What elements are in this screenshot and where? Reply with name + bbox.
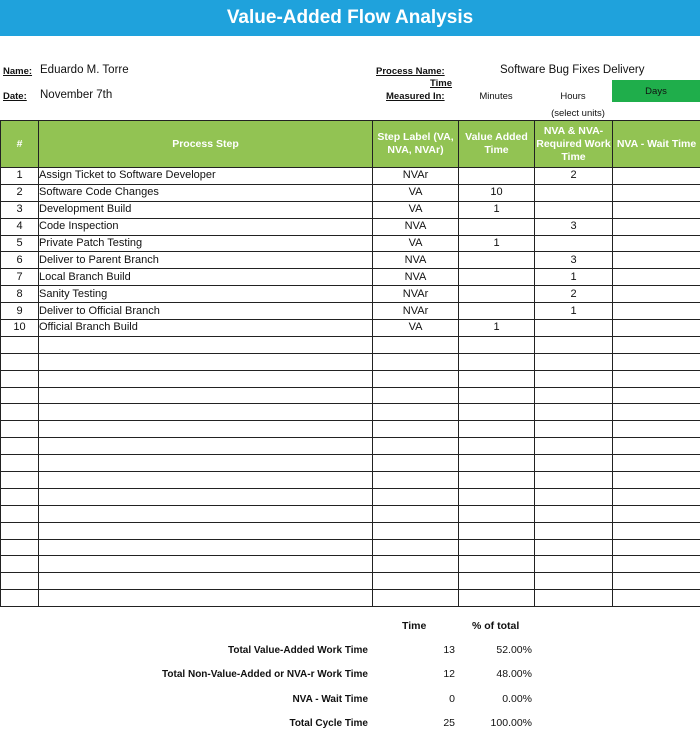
cell-value-added-time[interactable] — [459, 404, 535, 421]
cell-number[interactable]: 6 — [1, 252, 39, 269]
table-row-empty — [1, 472, 700, 489]
summary-time-wait: 0 — [449, 693, 455, 705]
cell-value-added-time[interactable] — [459, 505, 535, 522]
cell-wait-time[interactable] — [613, 505, 700, 522]
table-row — [1, 286, 700, 303]
cell-process-step[interactable] — [39, 387, 373, 404]
summary-label-va: Total Value-Added Work Time — [227, 645, 368, 656]
cell-process-step[interactable] — [39, 505, 373, 522]
cell-wait-time[interactable] — [613, 522, 700, 539]
cell-number[interactable]: 9 — [1, 303, 39, 320]
cell-nva-work-time[interactable] — [535, 201, 613, 218]
name-value[interactable]: Eduardo M. Torre — [40, 64, 129, 76]
table-row — [1, 168, 700, 185]
cell-step-label[interactable]: VA — [373, 201, 459, 218]
cell-number[interactable] — [1, 556, 39, 573]
cell-wait-time[interactable] — [613, 353, 700, 370]
cell-value-added-time[interactable] — [459, 522, 535, 539]
summary-label-nva: Total Non-Value-Added or NVA-r Work Time — [162, 669, 368, 680]
cell-value-added-time[interactable] — [459, 455, 535, 472]
cell-nva-work-time[interactable] — [535, 539, 613, 556]
table-row-empty — [1, 539, 700, 556]
cell-number[interactable] — [1, 387, 39, 404]
cell-wait-time[interactable] — [613, 387, 700, 404]
cell-step-label[interactable] — [373, 488, 459, 505]
cell-value-added-time[interactable] — [459, 438, 535, 455]
cell-step-label[interactable] — [373, 590, 459, 607]
cell-process-step[interactable]: Official Branch Build — [39, 320, 373, 337]
cell-step-label[interactable]: NVAr — [373, 303, 459, 320]
summary-label-wait: NVA - Wait Time — [292, 694, 368, 705]
cell-nva-work-time[interactable] — [535, 573, 613, 590]
cell-process-step[interactable] — [39, 370, 373, 387]
cell-value-added-time[interactable]: 10 — [459, 184, 535, 201]
cell-value-added-time[interactable] — [459, 370, 535, 387]
cell-value-added-time[interactable] — [459, 590, 535, 607]
cell-nva-work-time[interactable] — [535, 472, 613, 489]
cell-value-added-time[interactable] — [459, 539, 535, 556]
cell-step-label[interactable] — [373, 404, 459, 421]
date-label: Date: — [3, 91, 27, 102]
cell-step-label[interactable]: VA — [373, 320, 459, 337]
cell-step-label[interactable] — [373, 472, 459, 489]
cell-value-added-time[interactable] — [459, 421, 535, 438]
cell-value-added-time[interactable]: 1 — [459, 201, 535, 218]
cell-nva-work-time[interactable] — [535, 455, 613, 472]
cell-step-label[interactable] — [373, 336, 459, 353]
cell-nva-work-time[interactable] — [535, 184, 613, 201]
table-row — [1, 303, 700, 320]
cell-number[interactable] — [1, 421, 39, 438]
cell-process-step[interactable] — [39, 472, 373, 489]
process-name-label: Process Name: — [376, 66, 445, 77]
cell-nva-work-time[interactable] — [535, 488, 613, 505]
cell-process-step[interactable]: Sanity Testing — [39, 286, 373, 303]
cell-nva-work-time[interactable] — [535, 590, 613, 607]
cell-step-label[interactable] — [373, 522, 459, 539]
col-header-wait-time: NVA - Wait Time — [613, 121, 700, 168]
table-row-empty — [1, 438, 700, 455]
cell-nva-work-time[interactable] — [535, 556, 613, 573]
cell-process-step[interactable] — [39, 590, 373, 607]
cell-process-step[interactable] — [39, 336, 373, 353]
cell-step-label[interactable]: NVAr — [373, 286, 459, 303]
cell-nva-work-time[interactable]: 3 — [535, 252, 613, 269]
unit-days-selected[interactable] — [612, 80, 700, 102]
name-label: Name: — [3, 66, 33, 77]
cell-number[interactable]: 10 — [1, 320, 39, 337]
cell-nva-work-time[interactable] — [535, 438, 613, 455]
cell-wait-time[interactable] — [613, 488, 700, 505]
cell-process-step[interactable]: Development Build — [39, 201, 373, 218]
cell-value-added-time[interactable]: 1 — [459, 320, 535, 337]
cell-value-added-time[interactable] — [459, 218, 535, 235]
cell-value-added-time[interactable] — [459, 573, 535, 590]
cell-wait-time[interactable] — [613, 556, 700, 573]
col-header-process-step: Process Step — [39, 121, 373, 168]
table-row-empty — [1, 336, 700, 353]
cell-nva-work-time[interactable] — [535, 404, 613, 421]
cell-wait-time[interactable] — [613, 472, 700, 489]
cell-wait-time[interactable] — [613, 252, 700, 269]
cell-step-label[interactable]: VA — [373, 184, 459, 201]
cell-value-added-time[interactable] — [459, 556, 535, 573]
cell-step-label[interactable] — [373, 539, 459, 556]
cell-step-label[interactable]: NVAr — [373, 168, 459, 185]
table-row-empty — [1, 455, 700, 472]
cell-number[interactable]: 1 — [1, 168, 39, 185]
cell-number[interactable] — [1, 590, 39, 607]
summary-pct-nva: 48.00% — [496, 668, 532, 680]
cell-number[interactable] — [1, 370, 39, 387]
table-row — [1, 320, 700, 337]
cell-value-added-time[interactable] — [459, 168, 535, 185]
cell-process-step[interactable] — [39, 488, 373, 505]
cell-step-label[interactable]: VA — [373, 235, 459, 252]
cell-number[interactable]: 4 — [1, 218, 39, 235]
time-measured-label-2: Measured In: — [386, 91, 445, 102]
cell-number[interactable] — [1, 573, 39, 590]
table-row — [1, 218, 700, 235]
summary-pct-va: 52.00% — [496, 644, 532, 656]
cell-wait-time[interactable] — [613, 184, 700, 201]
cell-number[interactable] — [1, 438, 39, 455]
unit-minutes[interactable]: Minutes — [479, 91, 513, 102]
cell-value-added-time[interactable] — [459, 252, 535, 269]
cell-wait-time[interactable] — [613, 573, 700, 590]
cell-nva-work-time[interactable] — [535, 336, 613, 353]
table-row-empty — [1, 573, 700, 590]
summary-time-nva: 12 — [443, 668, 455, 680]
cell-nva-work-time[interactable] — [535, 505, 613, 522]
summary-time-header: Time — [402, 620, 427, 632]
cell-value-added-time[interactable] — [459, 387, 535, 404]
cell-process-step[interactable]: Private Patch Testing — [39, 235, 373, 252]
table-row-empty — [1, 488, 700, 505]
cell-value-added-time[interactable] — [459, 336, 535, 353]
table-row-empty — [1, 387, 700, 404]
cell-process-step[interactable]: Code Inspection — [39, 218, 373, 235]
cell-step-label[interactable] — [373, 421, 459, 438]
unit-hours[interactable]: Hours — [560, 91, 586, 102]
cell-number[interactable] — [1, 505, 39, 522]
summary-pct-total: 100.00% — [490, 717, 532, 729]
process-name-value[interactable]: Software Bug Fixes Delivery — [500, 64, 645, 76]
cell-value-added-time[interactable] — [459, 286, 535, 303]
summary-pct-wait: 0.00% — [502, 693, 532, 705]
cell-process-step[interactable] — [39, 455, 373, 472]
cell-number[interactable] — [1, 522, 39, 539]
cell-number[interactable]: 2 — [1, 184, 39, 201]
cell-nva-work-time[interactable]: 2 — [535, 168, 613, 185]
cell-step-label[interactable] — [373, 353, 459, 370]
cell-wait-time[interactable] — [613, 590, 700, 607]
cell-process-step[interactable]: Deliver to Official Branch — [39, 303, 373, 320]
cell-number[interactable] — [1, 472, 39, 489]
table-row-empty — [1, 556, 700, 573]
cell-wait-time[interactable] — [613, 455, 700, 472]
cell-step-label[interactable] — [373, 455, 459, 472]
cell-step-label[interactable] — [373, 573, 459, 590]
cell-wait-time[interactable] — [613, 286, 700, 303]
cell-nva-work-time[interactable]: 1 — [535, 269, 613, 286]
cell-value-added-time[interactable] — [459, 269, 535, 286]
cell-number[interactable] — [1, 455, 39, 472]
cell-step-label[interactable] — [373, 370, 459, 387]
cell-step-label[interactable] — [373, 387, 459, 404]
cell-step-label[interactable] — [373, 556, 459, 573]
col-header-step-label: Step Label (VA, NVA, NVAr) — [373, 121, 459, 168]
cell-nva-work-time[interactable] — [535, 320, 613, 337]
cell-nva-work-time[interactable]: 2 — [535, 286, 613, 303]
cell-value-added-time[interactable] — [459, 303, 535, 320]
cell-process-step[interactable]: Deliver to Parent Branch — [39, 252, 373, 269]
table-row-empty — [1, 404, 700, 421]
cell-number[interactable] — [1, 353, 39, 370]
table-row-empty — [1, 353, 700, 370]
cell-wait-time[interactable] — [613, 269, 700, 286]
cell-nva-work-time[interactable] — [535, 522, 613, 539]
page-title: Value-Added Flow Analysis — [0, 0, 700, 36]
cell-number[interactable] — [1, 336, 39, 353]
process-steps-table — [0, 120, 700, 607]
cell-wait-time[interactable] — [613, 320, 700, 337]
cell-wait-time[interactable] — [613, 370, 700, 387]
table-row — [1, 252, 700, 269]
cell-process-step[interactable] — [39, 573, 373, 590]
summary-label-total: Total Cycle Time — [289, 718, 368, 729]
cell-nva-work-time[interactable] — [535, 353, 613, 370]
cell-number[interactable] — [1, 404, 39, 421]
summary-time-total: 25 — [443, 717, 455, 729]
table-row-empty — [1, 522, 700, 539]
table-row-empty — [1, 370, 700, 387]
table-row-empty — [1, 505, 700, 522]
cell-nva-work-time[interactable] — [535, 235, 613, 252]
cell-wait-time[interactable] — [613, 404, 700, 421]
cell-wait-time[interactable] — [613, 421, 700, 438]
cell-number[interactable] — [1, 488, 39, 505]
cell-process-step[interactable] — [39, 522, 373, 539]
cell-value-added-time[interactable] — [459, 353, 535, 370]
cell-process-step[interactable]: Local Branch Build — [39, 269, 373, 286]
cell-number[interactable]: 5 — [1, 235, 39, 252]
cell-process-step[interactable]: Software Code Changes — [39, 184, 373, 201]
cell-process-step[interactable] — [39, 556, 373, 573]
cell-nva-work-time[interactable] — [535, 370, 613, 387]
table-row — [1, 235, 700, 252]
col-header-value-added-time: Value Added Time — [459, 121, 535, 168]
cell-number[interactable]: 7 — [1, 269, 39, 286]
summary-pct-header: % of total — [472, 620, 520, 632]
cell-wait-time[interactable] — [613, 438, 700, 455]
table-row — [1, 201, 700, 218]
cell-process-step[interactable]: Assign Ticket to Software Developer — [39, 168, 373, 185]
cell-nva-work-time[interactable] — [535, 421, 613, 438]
cell-nva-work-time[interactable]: 3 — [535, 218, 613, 235]
table-body — [1, 168, 700, 607]
col-header-number: # — [1, 121, 39, 168]
cell-value-added-time[interactable] — [459, 472, 535, 489]
table-row-empty — [1, 590, 700, 607]
cell-step-label[interactable]: NVA — [373, 218, 459, 235]
cell-process-step[interactable] — [39, 539, 373, 556]
table-row — [1, 269, 700, 286]
cell-wait-time[interactable] — [613, 201, 700, 218]
cell-step-label[interactable] — [373, 438, 459, 455]
cell-step-label[interactable]: NVA — [373, 252, 459, 269]
cell-process-step[interactable] — [39, 353, 373, 370]
cell-wait-time[interactable] — [613, 303, 700, 320]
cell-step-label[interactable] — [373, 505, 459, 522]
cell-number[interactable]: 3 — [1, 201, 39, 218]
cell-wait-time[interactable] — [613, 168, 700, 185]
date-value[interactable]: November 7th — [40, 89, 113, 101]
cell-process-step[interactable] — [39, 438, 373, 455]
cell-wait-time[interactable] — [613, 218, 700, 235]
cell-process-step[interactable] — [39, 421, 373, 438]
table-row — [1, 184, 700, 201]
cell-value-added-time[interactable] — [459, 488, 535, 505]
time-measured-label-1: Time — [430, 78, 453, 89]
cell-wait-time[interactable] — [613, 235, 700, 252]
table-row-empty — [1, 421, 700, 438]
col-header-nva-work-time: NVA & NVA-Required Work Time — [535, 121, 613, 168]
cell-number[interactable] — [1, 539, 39, 556]
select-units-hint: (select units) — [551, 108, 605, 119]
cell-process-step[interactable] — [39, 404, 373, 421]
cell-nva-work-time[interactable] — [535, 387, 613, 404]
unit-days-label: Days — [645, 85, 667, 97]
cell-nva-work-time[interactable]: 1 — [535, 303, 613, 320]
cell-step-label[interactable]: NVA — [373, 269, 459, 286]
cell-value-added-time[interactable]: 1 — [459, 235, 535, 252]
cell-wait-time[interactable] — [613, 336, 700, 353]
cell-wait-time[interactable] — [613, 539, 700, 556]
summary-time-va: 13 — [443, 644, 455, 656]
cell-number[interactable]: 8 — [1, 286, 39, 303]
